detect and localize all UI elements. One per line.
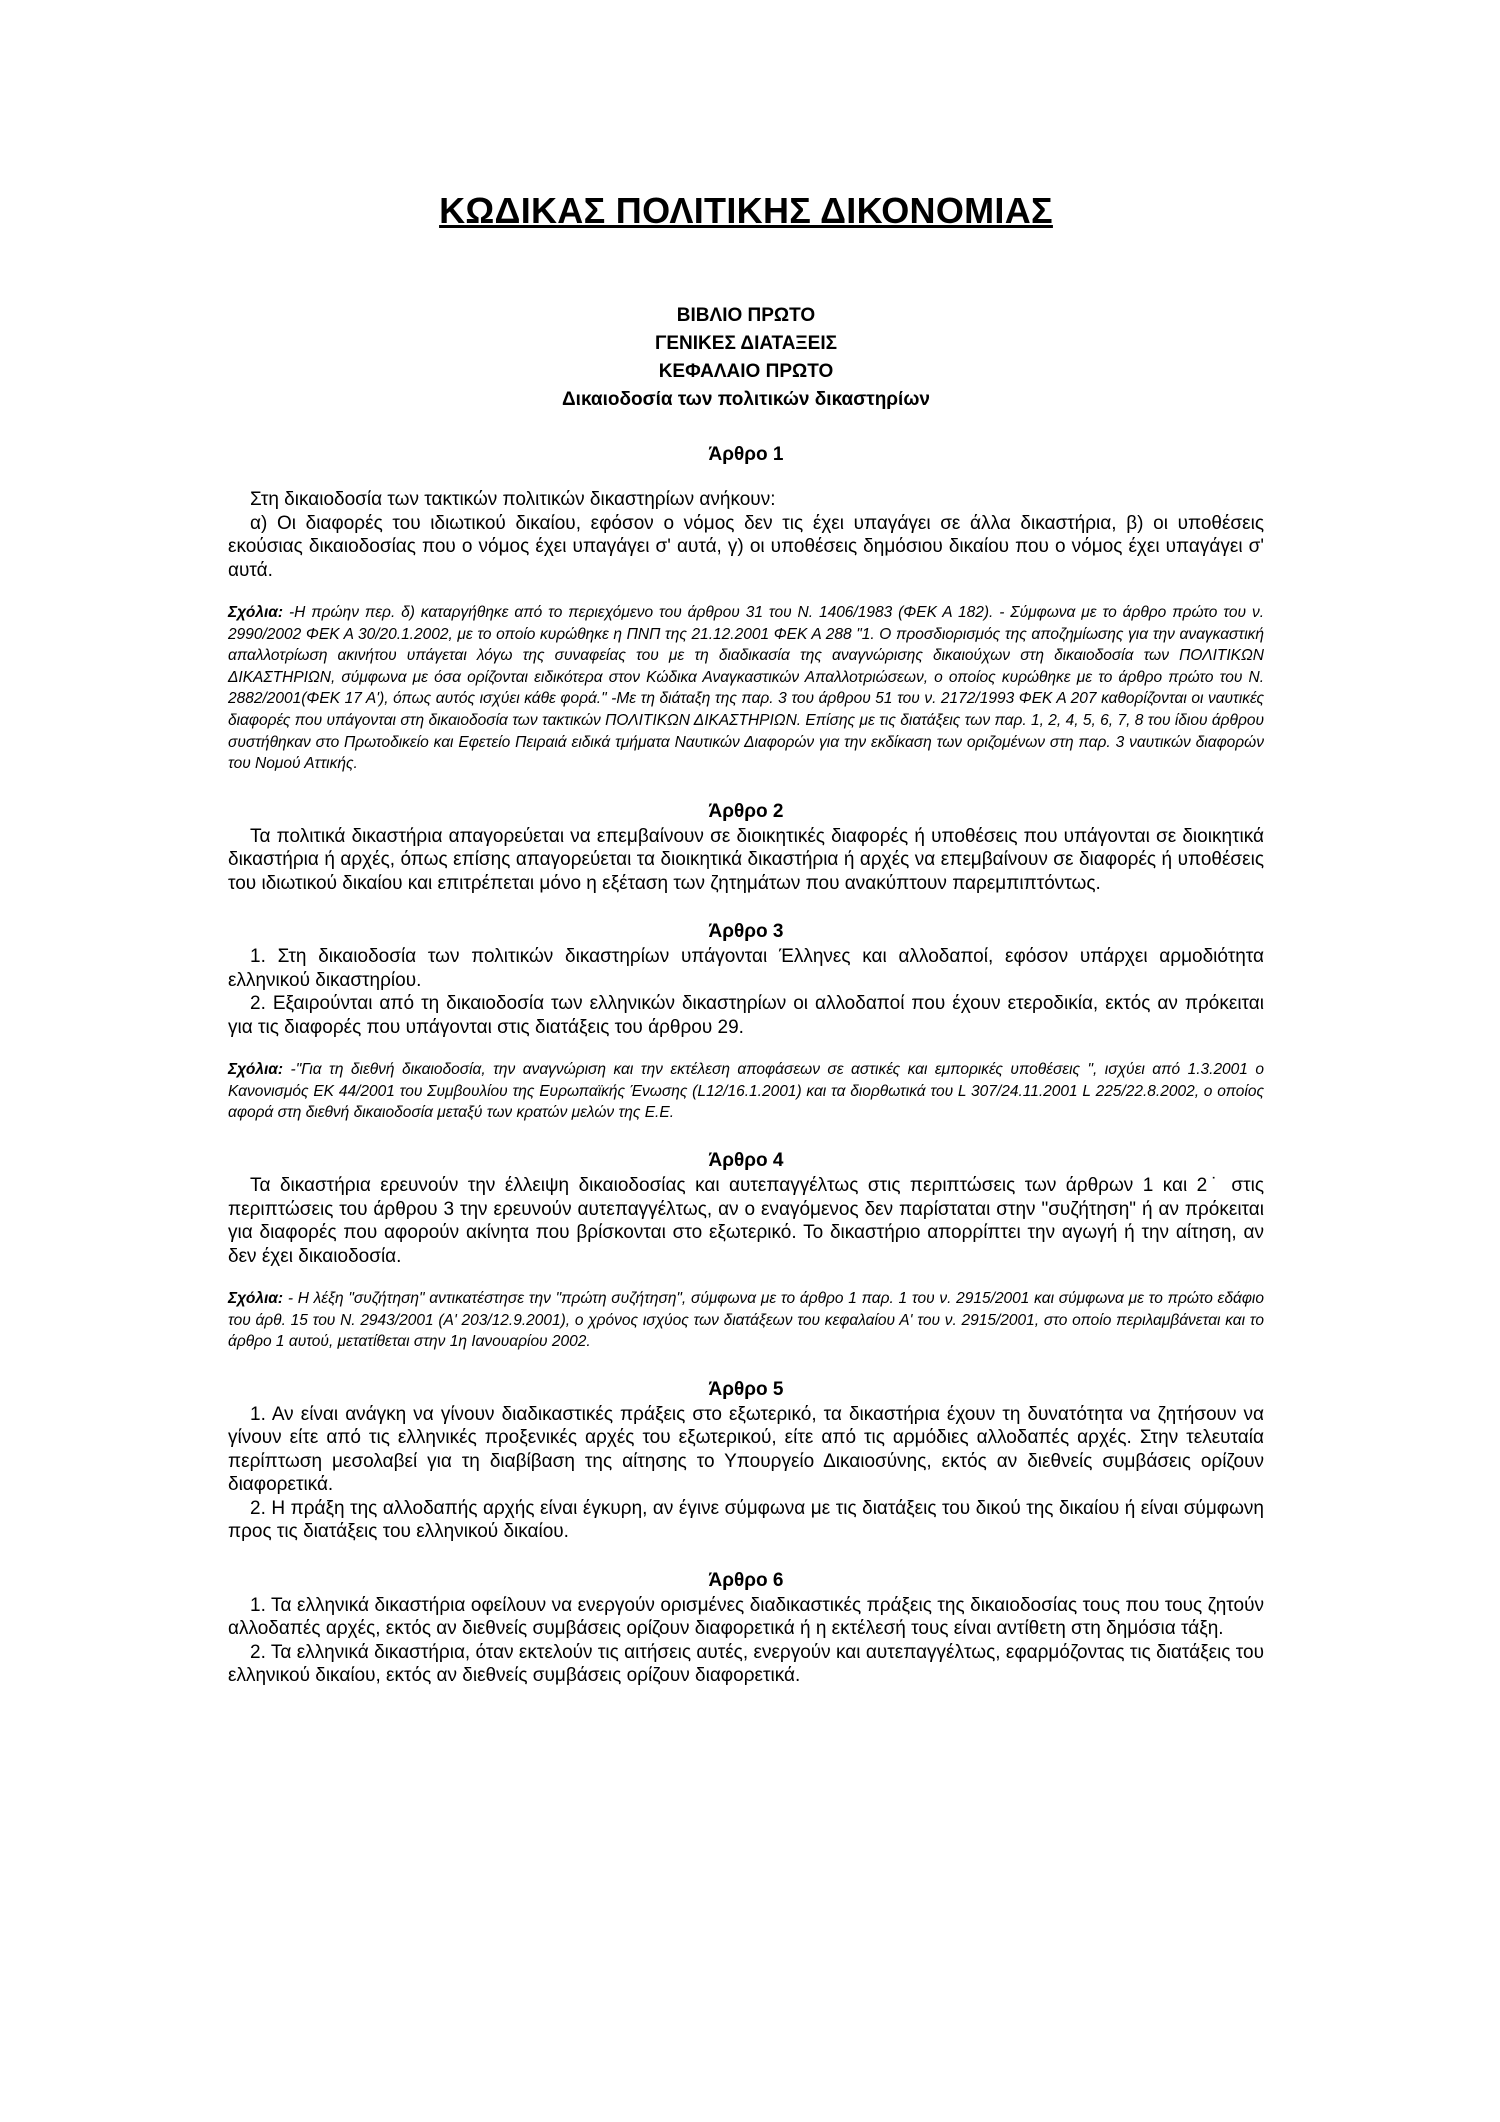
article-6-paragraph-1: 1. Τα ελληνικά δικαστήρια οφείλουν να ενεργούν ορισμένες διαδικαστικές πράξεις της δικαιοδοσίας τους που τους ζητούν αλλοδαπές αρχές, εκτός αν διεθνείς συμβάσεις ορίζουν διαφορετικά ή η εκτέλεσή τους είναι αντίθετη στη δημόσια τάξη.: [228, 1594, 1264, 1640]
chapter-headings: [228, 302, 1264, 414]
document-page: [228, 190, 1264, 1688]
chapter-heading: ΚΕΦΑΛΑΙΟ ΠΡΩΤΟ: [658, 361, 834, 382]
article-3-note: [228, 1059, 1264, 1124]
article-1-title: Άρθρο 1: [708, 444, 784, 465]
article-4-title: Άρθρο 4: [708, 1150, 784, 1172]
article-4-note: [228, 1288, 1264, 1353]
article-3-note-text: -"Για τη διεθνή δικαιοδοσία, την αναγνώριση και την εκτέλεση αποφάσεων σε αστικές και εμπορικές υποθέσεις ", ισχύει από 1.3.2001 ο Κανονισμός ΕΚ 44/2001 του Συμβουλίου της Ευρωπαϊκής Ένωσης (L12/16.1.2001) και τα διορθωτικά του L 307/24.11.2001 L 225/22.8.2002, ο οποίος αφορά στη διεθνή δικαιοδοσία μεταξύ των κρατών μελών της Ε.Ε.: [228, 1061, 1264, 1122]
article-6-title: Άρθρο 6: [708, 1569, 784, 1591]
book-heading: ΒΙΒΛΙΟ ΠΡΩΤΟ: [676, 305, 816, 326]
article-6-paragraph-2: 2. Τα ελληνικά δικαστήρια, όταν εκτελούν τις αιτήσεις αυτές, ενεργούν και αυτεπαγγέλτως, εφαρμόζοντας τις διατάξεις του ελληνικού δικαίου, εκτός αν διεθνείς συμβάσεις ορίζουν διαφορετικά.: [228, 1641, 1264, 1687]
article-1-paragraph-1: Στη δικαιοδοσία των τακτικών πολιτικών δικαστηρίων ανήκουν:: [250, 489, 776, 510]
article-5-paragraph-1: 1. Αν είναι ανάγκη να γίνουν διαδικαστικές πράξεις στο εξωτερικό, τα δικαστήρια έχουν τη δυνατότητα να ζητήσουν να γίνουν είτε από τις ελληνικές προξενικές αρχές του εξωτερικού, είτε από τις αρμόδιες αλλοδαπές αρχές. Στην τελευταία περίπτωση μεσολαβεί για τη διαβίβαση της αίτησης το Υπουργείο Δικαιοσύνης, εκτός αν διεθνείς συμβάσεις ορίζουν διαφορετικά.: [228, 1403, 1264, 1496]
note-label: Σχόλια:: [228, 1061, 284, 1079]
article-1-note: [228, 602, 1264, 775]
article-4-paragraph-1: Τα δικαστήρια ερευνούν την έλλειψη δικαιοδοσίας και αυτεπαγγέλτως στις περιπτώσεις των άρθρων 1 και 2˙ στις περιπτώσεις του άρθρου 3 την ερευνούν αυτεπαγγέλτως, αν ο εναγόμενος δεν παρίσταται στην "συζήτηση" ή αν πρόκειται για διαφορές που αφορούν ακίνητα που βρίσκονται στο εξωτερικό. Το δικαστήριο απορρίπτει την αγωγή ή την αίτηση, αν δεν έχει δικαιοδοσία.: [228, 1175, 1264, 1267]
article-3-paragraph-2: 2. Εξαιρούνται από τη δικαιοδοσία των ελληνικών δικαστηρίων οι αλλοδαποί που έχουν ετεροδικία, εκτός αν πρόκειται για τις διαφορές που υπάγονται στις διατάξεις του άρθρου 29.: [228, 993, 1264, 1038]
note-label: Σχόλια:: [228, 604, 284, 621]
article-5-paragraph-2: 2. Η πράξη της αλλοδαπής αρχής είναι έγκυρη, αν έγινε σύμφωνα με τις διατάξεις του δικού της δικαίου ή είναι σύμφωνη προς τις διατάξεις του ελληνικού δικαίου.: [228, 1497, 1264, 1543]
article-5-title: Άρθρο 5: [708, 1378, 784, 1400]
article-1-note-text: -Η πρώην περ. δ) καταργήθηκε από το περιεχόμενο του άρθρου 31 του Ν. 1406/1983 (ΦΕΚ Α 182). - Σύμφωνα με το άρθρο πρώτο του ν. 2990/2002 ΦΕΚ Α 30/20.1.2002, με το οποίο κυρώθηκε η ΠΝΠ της 21.12.2001 ΦΕΚ Α 288 "1. Ο προσδιορισμός της αποζημίωσης για την αναγκαστική απαλλοτρίωση ακινήτου υπάγεται λόγω της συναφείας του με τη διαδικασία της αναγνώρισης δικαιούχων στη δικαιοδοσία των ΠΟΛΙΤΙΚΩΝ ΔΙΚΑΣΤΗΡΙΩΝ, σύμφωνα με όσα ορίζονται ειδικότερα στον Κώδικα Αναγκαστικών Απαλλοτριώσεων, ο οποίος κυρώθηκε με το άρθρο πρώτο του Ν. 2882/2001(ΦΕΚ 17 Α'), όπως αυτός ισχύει κάθε φορά." -Με τη διάταξη της παρ. 3 του άρθρου 51 του ν. 2172/1993 ΦΕΚ Α 207 καθορίζονται οι ναυτικές διαφορές που υπάγονται στη δικαιοδοσία των τακτικών ΠΟΛΙΤΙΚΩΝ ΔΙΚΑΣΤΗΡΙΩΝ. Επίσης με τις διατάξεις των παρ. 1, 2, 4, 5, 6, 7, 8 του ίδιου άρθρου συστήθηκαν στο Πρωτοδικείο και Εφετείο Πειραιά ειδικά τμήματα Ναυτικών Διαφορών για την εκδίκαση των οριζομένων στη παρ. 3 ναυτικών διαφορών του Νομού Αττικής.: [228, 604, 1264, 773]
article-1-paragraph-2: α) Οι διαφορές του ιδιωτικού δικαίου, εφόσον ο νόμος δεν τις έχει υπαγάγει σε άλλα δικαστήρια, β) οι υποθέσεις εκούσιας δικαιοδοσίας που ο νόμος έχει υπαγάγει σ' αυτά, γ) οι υποθέσεις δημόσιου δικαίου που ο νόμος έχει υπαγάγει σ' αυτά.: [228, 512, 1264, 581]
note-label: Σχόλια:: [228, 1290, 284, 1308]
article-3-paragraph-1: 1. Στη δικαιοδοσία των πολιτικών δικαστηρίων υπάγονται Έλληνες και αλλοδαποί, εφόσον υπάρχει αρμοδιότητα ελληνικού δικαστηρίου.: [228, 946, 1264, 991]
article-3-title: Άρθρο 3: [708, 921, 784, 943]
article-4-note-text: - Η λέξη "συζήτηση" αντικατέστησε την "πρώτη συζήτηση", σύμφωνα με το άρθρο 1 παρ. 1 του ν. 2915/2001 και σύμφωνα με το πρώτο εδάφιο του άρθ. 15 του Ν. 2943/2001 (Α' 203/12.9.2001), ο χρόνος ισχύος των διατάξεων του κεφαλαίου Α' του ν. 2915/2001, στο οποίο περιλαμβάνεται και το άρθρο 1 αυτού, μετατίθεται στην 1η Ιανουαρίου 2002.: [228, 1290, 1264, 1351]
chapter-title: Δικαιοδοσία των πολιτικών δικαστηρίων: [562, 389, 930, 410]
document-title: ΚΩΔΙΚΑΣ ΠΟΛΙΤΙΚΗΣ ΔΙΚΟΝΟΜΙΑΣ: [439, 190, 1053, 231]
article-2-title: Άρθρο 2: [708, 800, 784, 822]
article-2-paragraph-1: Τα πολιτικά δικαστήρια απαγορεύεται να επεμβαίνουν σε διοικητικές διαφορές ή υποθέσεις που υπάγονται σε διοικητικά δικαστήρια ή αρχές, όπως επίσης απαγορεύεται τα διοικητικά δικαστήρια ή αρχές να επεμβαίνουν σε διαφορές ή υποθέσεις του ιδιωτικού δικαίου και επιτρέπεται μόνο η εξέταση των ζητημάτων που ανακύπτουν παρεμπιπτόντως.: [228, 825, 1264, 894]
section-heading: ΓΕΝΙΚΕΣ ΔΙΑΤΑΞΕΙΣ: [654, 333, 838, 354]
